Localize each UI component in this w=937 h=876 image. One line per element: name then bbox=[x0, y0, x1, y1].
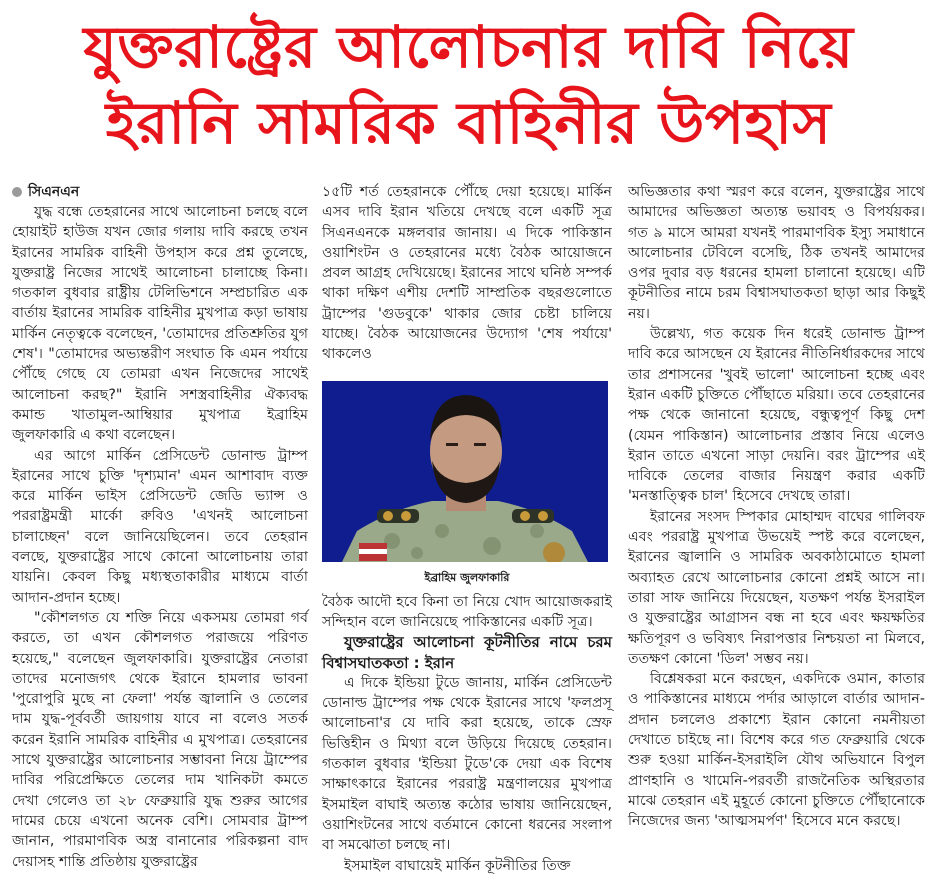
article-column-3 bbox=[628, 182, 925, 832]
headline-line-2: ইরানি সামরিক বাহিনীর উপহাস bbox=[105, 89, 832, 157]
paragraph: "কৌশলগত যে শক্তি নিয়ে একসময় তোমরা গর্ব করতে, তা এখন কৌশলগত পরাজয়ে পরিণত হয়েছে," বলেছেন জুলফাকারি। যুক্তরাষ্ট্রের নেতারা তাদের মনোজগৎ থেকে ইরানে হামলার ভাবনা 'পুরোপুরি মুছে না ফেলা' পর্যন্ত জ্বালানি ও তেলের দাম যুদ্ধ-পূর্ববর্তী জায়গায় যাবে না বলেও সতর্ক করেন ইরানি সামরিক বাহিনীর এ মুখপাত্র। তেহরানের সাথে যুক্তরাষ্ট্রের আলোচনার সম্ভাবনা নিয়ে ট্রাম্পের দাবির পরিপ্রেক্ষিতে তেলের দাম খানিকটা কমতে দেখা গেলেও তা ২৮ ফেব্রুয়ারি যুদ্ধ শুরুর আগের দামের চেয়ে এখনো অনেক বেশি। সোমবার ট্রাম্প জানান, পারমাণবিক অস্ত্র বানানোর পরিকল্পনা বাদ দেয়াসহ শান্তি প্রতিষ্ঠায় যুক্তরাষ্ট্রের bbox=[12, 609, 308, 870]
paragraph: ইরানের সংসদ স্পিকার মোহাম্মদ বাঘের গালিবফ এবং পররাষ্ট্র মুখপাত্র উভয়েই স্পষ্ট করে বলেছেন, ইরানের জ্বালানি ও সামরিক অবকাঠামোতে হামলা অব্যাহত রেখে আলোচনার কোনো প্রশ্নই আসে না। তারা সাফ জানিয়ে দিয়েছেন, যতক্ষণ পর্যন্ত ইসরাইল ও যুক্তরাষ্ট্রের আগ্রাসন বন্ধ না হবে এবং ক্ষয়ক্ষতির ক্ষতিপূরণ ও ভবিষ্যৎ নিরাপত্তার নিশ্চয়তা না মিলবে, ততক্ষণ কোনো 'ডিল' সম্ভব নয়। bbox=[628, 508, 925, 667]
byline-source: সিএনএন bbox=[28, 184, 80, 200]
subheading: যুক্তরাষ্ট্রের আলোচনা কূটনীতির নামে চরম বিশ্বাসঘাতকতা : ইরান bbox=[322, 633, 612, 672]
article-column-2 bbox=[322, 182, 612, 876]
portrait-illustration bbox=[322, 381, 608, 562]
paragraph: ইসমাইল বাঘায়েই মার্কিন কূটনীতির তিক্ত bbox=[344, 857, 571, 874]
paragraph: উল্লেখ্য, গত কয়েক দিন ধরেই ডোনাল্ড ট্রাম্প দাবি করে আসছেন যে ইরানের নীতিনির্ধারকদের সাথে তার প্রশাসনের 'খুবই ভালো' আলোচনা হচ্ছে এবং ইরান একটি চুক্তিতে পৌঁছাতে মরিয়া। তবে তেহরানের পক্ষ থেকে জানানো হয়েছে, বন্ধুত্বপূর্ণ কিছু দেশ (যেমন পাকিস্তান) আলোচনার প্রস্তাব নিয়ে এলেও ইরান তাতে এখনো সাড়া দেয়নি। বরং ট্রাম্পের এই দাবিকে তেলের বাজার নিয়ন্ত্রণ করার একটি 'মনস্তাত্ত্বিক চাল' হিসেবে দেখছে তারা। bbox=[628, 326, 925, 505]
article-column-1 bbox=[12, 182, 308, 872]
byline bbox=[12, 182, 308, 202]
paragraph: অভিজ্ঞতার কথা স্মরণ করে বলেন, যুক্তরাষ্ট্রের সাথে আমাদের অভিজ্ঞতা অত্যন্ত ভয়াবহ ও বিপর্যয়কর। গত ৯ মাসে আমরা যখনই পারমাণবিক ইস্যু সমাধানে আলোচনার টেবিলে বসেছি, ঠিক তখনই আমাদের ওপর দুবার বড় ধরনের হামলা চালানো হয়েছে। এটি কূটনীতির নামে চরম বিশ্বাসঘাতকতা ছাড়া আর কিছুই নয়। bbox=[628, 184, 925, 322]
bullet-dot-icon bbox=[12, 187, 22, 197]
photo-caption: ইব্রাহিম জুলফাকারি bbox=[424, 570, 510, 584]
paragraph: এর আগে মার্কিন প্রেসিডেন্ট ডোনাল্ড ট্রাম্প ইরানের সাথে চুক্তি 'দৃশ্যমান' এমন আশাবাদ ব্যক্ত করে মার্কিন ভাইস প্রেসিডেন্ট জেডি ভ্যান্স ও পররাষ্ট্রমন্ত্রী মার্কো রুবিও 'এখনই আলোচনা চালাচ্ছেন' বলে জানিয়েছিলেন। তবে তেহরান বলছে, যুক্তরাষ্ট্রের সাথে কোনো আলোচনায় তারা যায়নি। কেবল কিছু মধ্যস্থতাকারীর মাধ্যমে বার্তা আদান-প্রদান হচ্ছে। bbox=[12, 447, 308, 606]
paragraph: যুদ্ধ বন্ধে তেহরানের সাথে আলোচনা চলছে বলে হোয়াইট হাউজ যখন জোর গলায় দাবি করছে তখন ইরানের সামরিক বাহিনী উপহাস করে প্রশ্ন তুলেছে, যুক্তরাষ্ট্র নিজের সাথেই আলোচনা চালাচ্ছে কিনা। গতকাল বুধবার রাষ্ট্রীয় টেলিভিশনে সম্প্রচারিত এক বার্তায় ইরানের সামরিক বাহিনীর মুখপাত্র কড়া ভাষায় মার্কিন নেতৃত্বকে বলেছেন, 'তোমাদের প্রতিশ্রুতির যুগ শেষ'। "তোমাদের অভ্যন্তরীণ সংঘাত কি এমন পর্যায়ে পৌঁছে গেছে যে তোমরা এখন নিজেদের সাথেই আলোচনা করছ?" ইরানি সশস্ত্রবাহিনীর ঐক্যবদ্ধ কমান্ড খাতামুল-আম্বিয়ার মুখপাত্র ইব্রাহিম জুলফাকারি এ কথা বলেছেন। bbox=[12, 204, 308, 444]
headline-line-1: যুক্তরাষ্ট্রের আলোচনার দাবি নিয়ে bbox=[83, 13, 854, 81]
portrait-photo bbox=[322, 381, 608, 562]
paragraph: বৈঠক আদৌ হবে কিনা তা নিয়ে খোদ আয়োজকরাই সন্দিহান বলে জানিয়েছে পাকিস্তানের একটি সূত্র। bbox=[322, 593, 612, 630]
paragraph: বিশ্লেষকরা মনে করছেন, একদিকে ওমান, কাতার ও পাকিস্তানের মাধ্যমে পর্দার আড়ালে বার্তার আদান-প্রদান চললেও প্রকাশ্যে ইরান কোনো নমনীয়তা দেখাতে চাইছে না। বিশেষ করে গত ফেব্রুয়ারি থেকে শুরু হওয়া মার্কিন-ইসরাইলি যৌথ অভিযানে বিপুল প্রাণহানি ও খামেনি-পরবর্তী রাজনৈতিক অস্থিরতার মাঝে তেহরান এই মুহূর্তে কোনো চুক্তিতে পৌঁছানোকে নিজেদের জন্য 'আত্মসমর্পণ' হিসেবে মনে করছে। bbox=[628, 671, 925, 830]
paragraph: ১৫টি শর্ত তেহরানকে পৌঁছে দেয়া হয়েছে। মার্কিন এসব দাবি ইরান খতিয়ে দেখছে বলে একটি সূত্র সিএনএনকে মঙ্গলবার জানায়। এ দিকে পাকিস্তান ওয়াশিংটন ও তেহরানের মধ্যে বৈঠক আয়োজনে প্রবল আগ্রহ দেখিয়েছে। ইরানের সাথে ঘনিষ্ঠ সম্পর্ক থাকা দক্ষিণ এশীয় দেশটি সাম্প্রতিক বছরগুলোতে ট্রাম্পের 'গুডবুকে' থাকার জোর চেষ্টা চালিয়ে যাচ্ছে। বৈঠক আয়োজনের উদ্যোগ 'শেষ পর্যায়ে' থাকলেও bbox=[322, 184, 612, 363]
paragraph: এ দিকে ইন্ডিয়া টুডে জানায়, মার্কিন প্রেসিডেন্ট ডোনাল্ড ট্রাম্পের পক্ষ থেকে ইরানের সাথে 'ফলপ্রসূ আলোচনা'র যে দাবি করা হয়েছে, তাকে স্রেফ ভিত্তিহীন ও মিথ্যা বলে উড়িয়ে দিয়েছে তেহরান। গতকাল বুধবার 'ইন্ডিয়া টুডে'কে দেয়া এক বিশেষ সাক্ষাৎকারে ইরানের পররাষ্ট্র মন্ত্রণালয়ের মুখপাত্র ইসমাইল বাঘাই অত্যন্ত কঠোর ভাষায় জানিয়েছেন, ওয়াশিংটনের সাথে বর্তমানে কোনো ধরনের সংলাপ বা সমঝোতা চলছে না। bbox=[322, 674, 612, 854]
